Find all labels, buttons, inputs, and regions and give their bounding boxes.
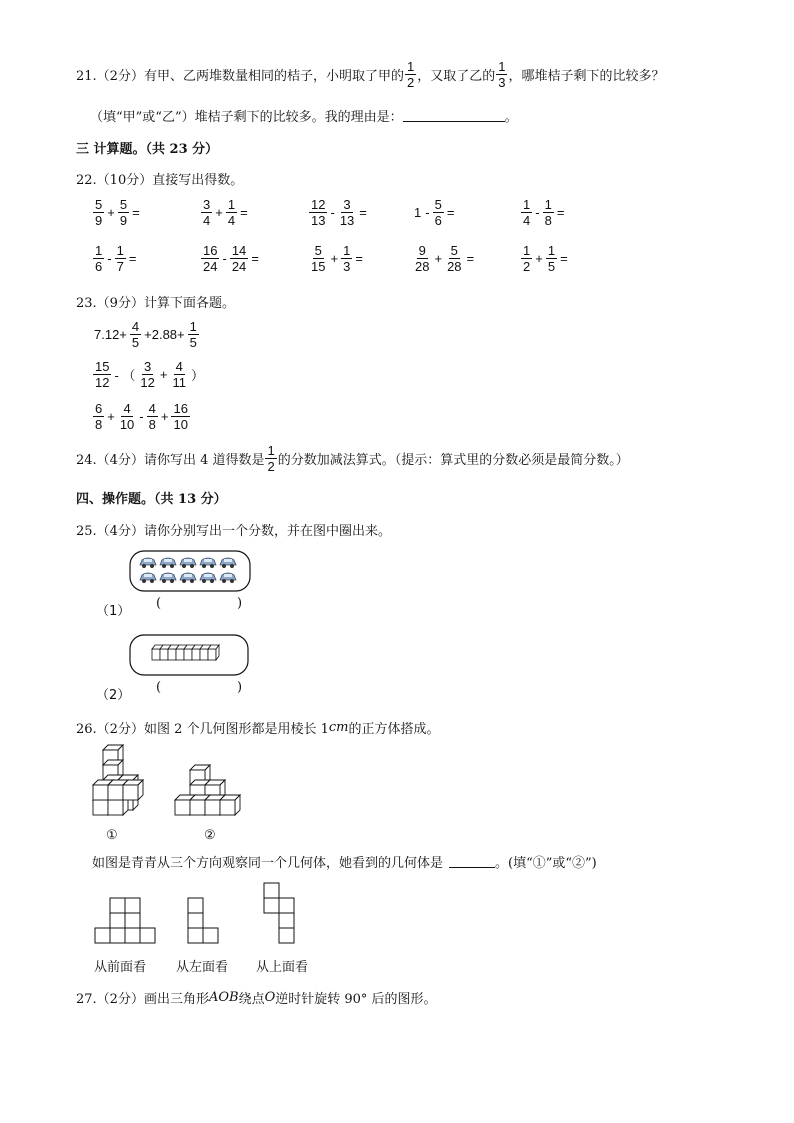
car-icon — [140, 558, 156, 568]
cube — [205, 800, 220, 815]
question-24: 24.（4分）请你写出 4 道得数是 $\frac{1}{2}$ 的分数加减法算式。（提示：算式里的分数必须是最简分数。） — [76, 443, 629, 474]
cube — [123, 785, 138, 800]
q25-answer-paren-left-2: ( — [156, 680, 162, 695]
blocks-box-figure — [126, 632, 254, 678]
unit-block — [152, 649, 160, 660]
car-icon — [180, 558, 196, 568]
figure-2-label: ② — [204, 828, 216, 843]
question-21-line1: 21.（2分）有甲、乙两堆数量相同的桔子，小明取了甲的 $\frac{1}{2}$ ，又取了乙的 $\frac{1}{3}$ ，哪堆桔子剩下的比较多？ — [76, 59, 665, 90]
unit-block — [208, 649, 216, 660]
q25-answer-paren-left-1: ( — [156, 596, 162, 611]
figure-1-label: ① — [106, 828, 118, 843]
unit-block — [160, 649, 168, 660]
unit-block — [168, 649, 176, 660]
cube — [93, 785, 108, 800]
cube-figure-2 — [175, 765, 240, 815]
q21-fraction-1: $\frac{1}{2}$ — [406, 59, 415, 90]
q25-label-1: （1） — [96, 604, 131, 619]
q22-item: 1 - $\frac{5}{6}$ = — [414, 197, 455, 228]
car-icon — [220, 573, 236, 583]
car-icon — [200, 558, 216, 568]
q23-expression-3: $\frac{6}{8}$ + $\frac{4}{10}$ - $\frac{4}{8}$ + $\frac{16}{10}$ — [95, 401, 188, 432]
q23-expression-2: $\frac{15}{12}$ - （ $\frac{3}{12}$ + $\frac{4}{11}$ ） — [95, 359, 204, 390]
q22-item: $\frac{1}{6}$ - $\frac{1}{7}$ = — [95, 243, 137, 274]
view-top-label: 从上面看 — [256, 960, 309, 975]
answer-blank[interactable] — [403, 109, 505, 122]
car-icon — [220, 558, 236, 568]
car-icon — [180, 573, 196, 583]
cube-figures — [90, 740, 250, 820]
question-26-title: 26.（2分）如图 2 个几何图形都是用棱长 1 cm 的正方体搭成。 — [76, 720, 440, 737]
question-27: 27.（2分）画出三角形 AOB 绕点 O 逆时针旋转 90° 后的图形。 — [76, 990, 437, 1007]
q22-item: $\frac{12}{13}$ - $\frac{3}{13}$ = — [311, 197, 367, 228]
question-23-title: 23.（9分）计算下面各题。 — [76, 296, 235, 311]
answer-blank[interactable] — [449, 855, 495, 868]
cube — [108, 800, 123, 815]
q25-answer-paren-right-1[interactable]: ) — [237, 596, 243, 611]
q22-item: $\frac{9}{28}$ + $\frac{5}{28}$ = — [415, 243, 475, 274]
view-left-label: 从左面看 — [176, 960, 229, 975]
q23-expression-1: 7.12+ $\frac{4}{5}$ +2.88+ $\frac{1}{5}$ — [94, 319, 197, 350]
q22-item: $\frac{5}{9}$ + $\frac{5}{9}$ = — [95, 197, 140, 228]
q22-item: $\frac{5}{15}$ + $\frac{1}{3}$ = — [311, 243, 363, 274]
unit-block — [200, 649, 208, 660]
cube — [108, 785, 123, 800]
cube — [220, 800, 235, 815]
question-22-title: 22.（10分）直接写出得数。 — [76, 173, 244, 188]
question-25-title: 25.（4分）请你分别写出一个分数，并在图中圈出来。 — [76, 524, 391, 539]
car-icon — [160, 558, 176, 568]
q22-item: $\frac{16}{24}$ - $\frac{14}{24}$ = — [203, 243, 259, 274]
car-icon — [200, 573, 216, 583]
question-26-line2: 如图是青青从三个方向观察同一个几何体，她看到的几何体是 。(填“①”或“②”) — [92, 856, 597, 871]
q21-fraction-2: $\frac{1}{3}$ — [498, 59, 506, 90]
q22-item: $\frac{1}{4}$ - $\frac{1}{8}$ = — [523, 197, 565, 228]
section-3-heading: 三 计算题。（共 23 分） — [76, 142, 219, 157]
car-icon — [140, 573, 156, 583]
cars-box-figure — [126, 548, 254, 594]
q22-item: $\frac{1}{2}$ + $\frac{1}{5}$ = — [523, 243, 568, 274]
question-21-line2: （填“甲”或“乙”）堆桔子剩下的比较多。我的理由是： 。 — [90, 110, 518, 125]
q25-answer-paren-right-2[interactable]: ) — [237, 680, 243, 695]
cube-figure-1 — [93, 745, 143, 815]
cube — [93, 800, 108, 815]
unit-block — [184, 649, 192, 660]
car-icon — [160, 573, 176, 583]
three-views-figure — [90, 880, 330, 950]
cube — [175, 800, 190, 815]
q25-label-2: （2） — [96, 688, 131, 703]
q22-item: $\frac{3}{4}$ + $\frac{1}{4}$ = — [203, 197, 248, 228]
unit-block — [176, 649, 184, 660]
cube — [190, 800, 205, 815]
q21-text: 21.（2分）有甲、乙两堆数量相同的桔子，小明取了甲的 — [76, 69, 404, 84]
unit-block — [192, 649, 200, 660]
view-front-label: 从前面看 — [94, 960, 147, 975]
section-4-heading: 四、操作题。（共 13 分） — [76, 492, 227, 507]
